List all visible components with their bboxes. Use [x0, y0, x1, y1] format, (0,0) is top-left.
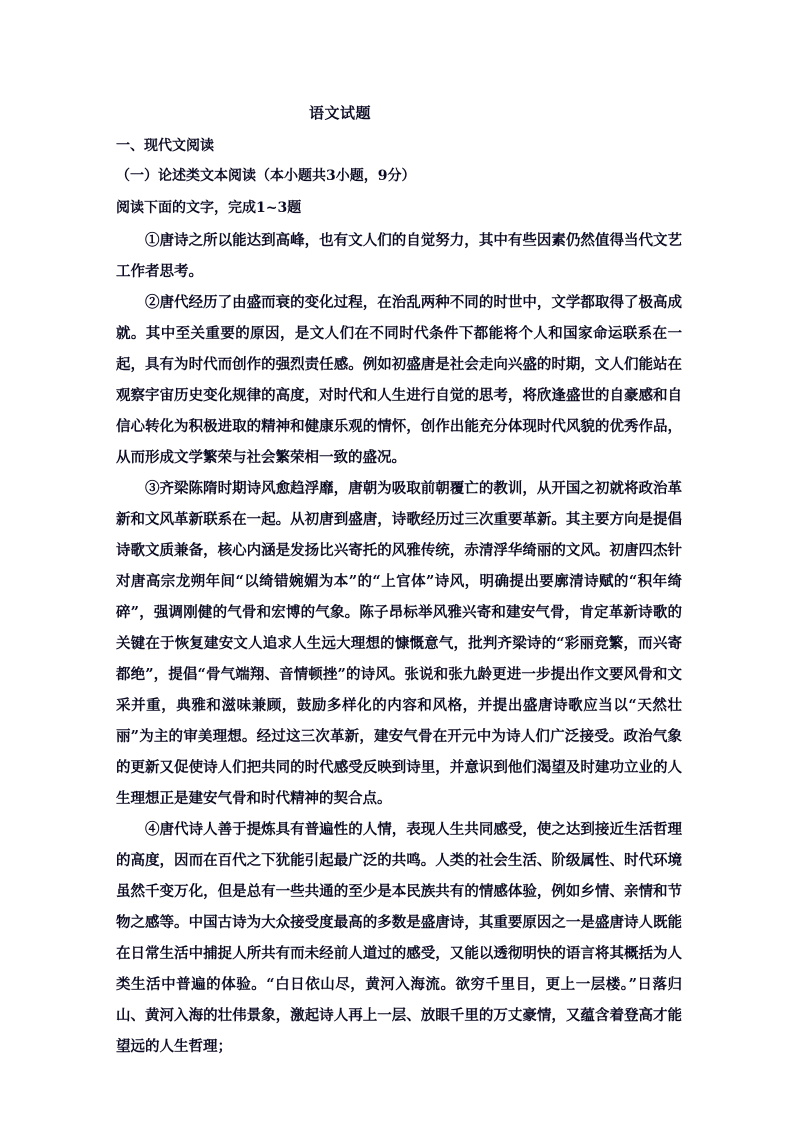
faint-watermark — [700, 762, 709, 786]
paragraph-4: ④唐代诗人善于提炼具有普遍性的人情，表现人生共同感受，使之达到接近生活哲理的高度，因而在百代之下犹能引起最广泛的共鸣。人类的社会生活、阶级属性、时代环境虽然千变万化，但是总有一些共通的至少是本民族共有的情感体验，例如乡情、亲情和节物之感等。中国古诗为大众接受度最高的多数是盛唐诗，其重要原因之一是盛唐诗人既能在日常生活中捕捉人所共有而未经前人道过的感受，又能以透彻明快的语言将其概括为人类生活中普遍的体验。“白日依山尽，黄河入海流。欲穷千里目，更上一层楼。”日落归山、黄河入海的壮伟景象，激起诗人再上一层、放眼千里的万丈豪情，又蕴含着登高才能望远的人生哲理； — [116, 821, 682, 1055]
subsection-heading: （一）论述类文本阅读（本小题共3小题，9分） — [116, 168, 416, 184]
reading-instruction: 阅读下面的文字，完成1~3题 — [116, 200, 302, 216]
paragraph-1: ①唐诗之所以能达到高峰，也有文人们的自觉努力，其中有些因素仍然值得当代文艺工作者思考。 — [116, 232, 682, 280]
section-heading: 一、现代文阅读 — [116, 138, 214, 154]
page-title: 语文试题 — [308, 104, 371, 122]
passage-body — [116, 225, 682, 1062]
paragraph-2: ②唐代经历了由盛而衰的变化过程，在治乱两种不同的时世中，文学都取得了极高成就。其中至关重要的原因，是文人们在不同时代条件下都能将个人和国家命运联系在一起，具有为时代而创作的强烈责任感。例如初盛唐是社会走向兴盛的时期，文人们能站在观察宇宙历史变化规律的高度，对时代和人生进行自觉的思考，将欣逢盛世的自豪感和自信心转化为积极进取的精神和健康乐观的情怀，创作出能充分体现时代风貌的优秀作品，从而形成文学繁荣与社会繁荣相一致的盛况。 — [116, 294, 682, 466]
paragraph-3: ③齐梁陈隋时期诗风愈趋浮靡，唐朝为吸取前朝覆亡的教训，从开国之初就将政治革新和文风革新联系在一起。从初唐到盛唐，诗歌经历过三次重要革新。其主要方向是提倡诗歌文质兼备，核心内涵是发扬比兴寄托的风雅传统，赤清浮华绮丽的文风。初唐四杰针对唐高宗龙朔年间“以绮错婉媚为本”的“上官体”诗风，明确提出要廓清诗赋的“积年绮碎”，强调刚健的气骨和宏博的气象。陈子昂标举风雅兴寄和建安气骨，肯定革新诗歌的关键在于恢复建安文人追求人生远大理想的慷慨意气，批判齐梁诗的“彩丽竞繁，而兴寄都绝”，提倡“骨气端翔、音情顿挫”的诗风。张说和张九龄更进一步提出作文要风骨和文采并重，典雅和滋味兼顾，鼓励多样化的内容和风格，并提出盛唐诗歌应当以“天然壮丽”为主的审美理想。经过这三次革新，建安气骨在开元中为诗人们广泛接受。政治气象的更新又促使诗人们把共同的时代感受反映到诗里，并意识到他们渴望及时建功立业的人生理想正是建安气骨和时代精神的契合点。 — [116, 480, 682, 807]
